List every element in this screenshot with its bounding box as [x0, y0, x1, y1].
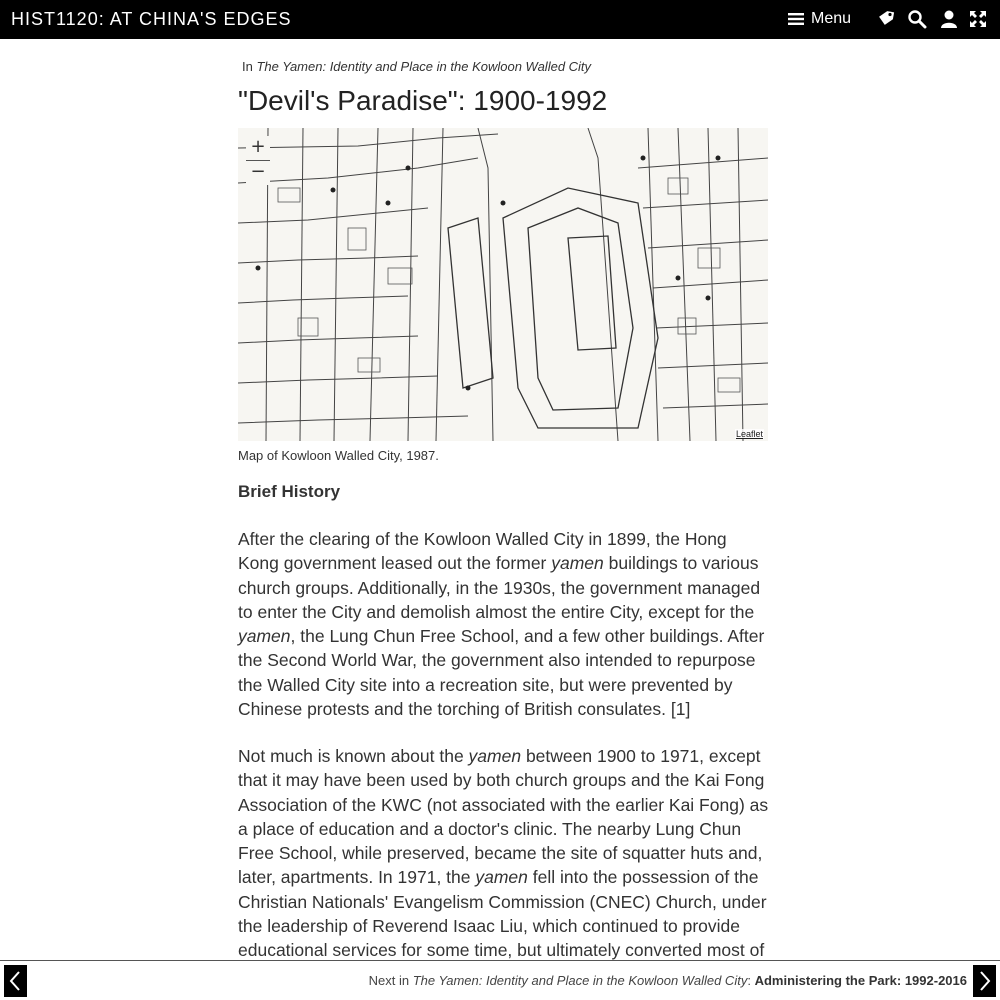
menu-icon	[788, 12, 804, 26]
next-path-title[interactable]: The Yamen: Identity and Place in the Kowloon Walled City	[412, 973, 748, 988]
text-run: Not much is known about the	[238, 746, 469, 766]
text-run: , the Lung Chun Free School, and a few other buildings. After the Second World War, the government also intended to repurpose the Walled City site into a recreation site, but were prevented by Chinese protests and the torching of British consulates. [1]	[238, 626, 765, 720]
bottom-nav	[0, 960, 1000, 1000]
map-view[interactable]	[238, 128, 768, 441]
italic-term: yamen	[238, 626, 291, 647]
path-title-link[interactable]: The Yamen: Identity and Place in the Kowloon Walled City	[256, 59, 592, 74]
text-run: After the clearing of the Kowloon Walled City in 1899, the Hong Kong government leased out the former	[238, 529, 727, 574]
map-caption: Map of Kowloon Walled City, 1987.	[238, 448, 439, 463]
site-title[interactable]: HIST1120: AT CHINA'S EDGES	[11, 9, 292, 29]
italic-term: yamen	[468, 746, 522, 766]
top-bar	[0, 0, 1000, 39]
map-tiles	[238, 128, 768, 441]
user-icon[interactable]	[939, 9, 959, 29]
next-page-info	[369, 973, 967, 988]
zoom-control	[246, 136, 270, 185]
next-page-link[interactable]: Administering the Park: 1992-2016	[754, 973, 967, 988]
fullscreen-icon[interactable]	[968, 9, 988, 29]
text-run: buildings to various church groups. Additionally, in the 1930s, the government managed to enter the City and demolish almost the entire City, except for the	[238, 553, 761, 622]
italic-term: yamen	[551, 553, 604, 574]
zoom-in-button[interactable]: +	[250, 136, 266, 157]
menu-label: Menu	[811, 10, 852, 27]
italic-term: yamen	[475, 867, 528, 888]
section-heading: Brief History	[238, 482, 341, 501]
text-run: between 1900 to 1971, except that it may have been used by both church groups and the Kai Fong Association of the KWC (not associated with the earlier Kai Fong) as a place of education and a doctor's clinic. The nearby Lung Chun Free School, while preserved, became the site of squatter huts and, later, apartments. In 1971, the	[238, 746, 769, 888]
page-title: "Devil's Paradise": 1900-1992	[238, 85, 608, 116]
previous-page-icon[interactable]	[4, 965, 27, 997]
tag-icon[interactable]	[876, 9, 896, 29]
zoom-out-button[interactable]: −	[250, 161, 266, 182]
map-attribution-link[interactable]: Leaflet	[735, 429, 763, 439]
path-context	[242, 59, 591, 74]
menu-button[interactable]	[788, 9, 851, 29]
body-paragraph-2	[238, 744, 770, 987]
next-prefix: Next in	[368, 973, 410, 988]
context-prefix: In	[242, 59, 253, 74]
next-page-icon[interactable]	[973, 965, 996, 997]
body-paragraph-1	[238, 527, 770, 721]
text-run: fell into the possession of the Christian Nationals' Evangelism Commission (CNEC) Church, under the leadership of Reverend Isaac Liu, which continued to provide educational services for some time, but ultimately converted most of	[238, 867, 767, 961]
next-separator: :	[747, 973, 751, 988]
search-icon[interactable]	[907, 9, 927, 29]
